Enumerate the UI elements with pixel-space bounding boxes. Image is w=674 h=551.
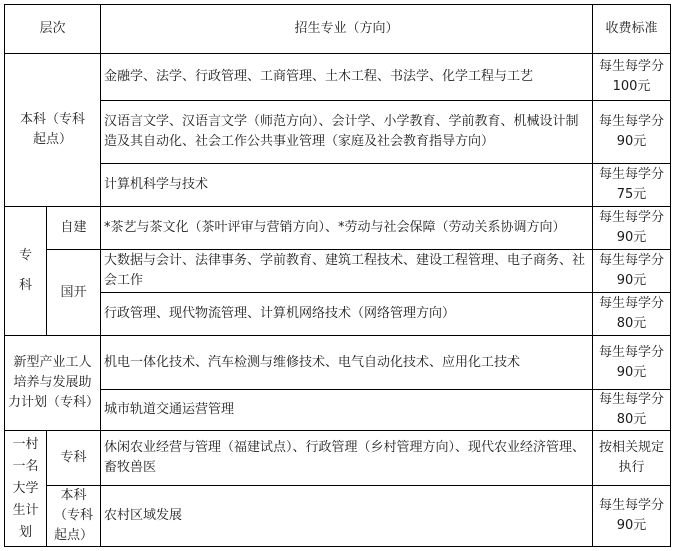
fee-cell: 每生每学分90元 [593, 207, 671, 250]
majors-cell: 农村区域发展 [101, 486, 593, 547]
fee-cell: 每生每学分75元 [593, 164, 671, 207]
fee-table [4, 4, 671, 547]
sub-cell: 国开 [47, 250, 101, 336]
header-level: 层次 [5, 5, 101, 54]
table-row [5, 207, 671, 250]
table-row [5, 431, 671, 486]
table-header-row [5, 5, 671, 54]
sub-cell: 自建 [47, 207, 101, 250]
table-row [5, 486, 671, 547]
group-label: 本科（专科起点） [20, 112, 86, 147]
table-row [5, 336, 671, 390]
fee-cell: 每生每学分90元 [593, 336, 671, 390]
majors-cell: *茶艺与茶文化（茶叶评审与营销方向）、*劳动与社会保障（劳动关系协调方向） [101, 207, 593, 250]
table-row [5, 390, 671, 431]
majors-cell: 计算机科学与技术 [101, 164, 593, 207]
majors-cell: 行政管理、现代物流管理、计算机网络技术（网络管理方向） [101, 293, 593, 336]
header-fee: 收费标准 [593, 5, 671, 54]
majors-cell: 汉语言文学、汉语言文学（师范方向）、会计学、小学教育、学前教育、机械设计制造及其自动化、社会工作公共事业管理（家庭及社会教育指导方向） [101, 101, 593, 164]
group-cell-undergrad [5, 54, 101, 207]
fee-cell: 每生每学分80元 [593, 293, 671, 336]
group-label: 专科 [18, 248, 32, 293]
fee-cell: 每生每学分80元 [593, 390, 671, 431]
fee-cell: 每生每学分100元 [593, 54, 671, 101]
sub-cell: 本科（专科起点） [47, 486, 101, 547]
majors-cell: 城市轨道交通运营管理 [101, 390, 593, 431]
majors-cell: 大数据与会计、法律事务、学前教育、建筑工程技术、建设工程管理、电子商务、社会工作 [101, 250, 593, 293]
fee-cell: 按相关规定执行 [593, 431, 671, 486]
fee-cell: 每生每学分90元 [593, 250, 671, 293]
table-row [5, 164, 671, 207]
header-majors: 招生专业（方向） [101, 5, 593, 54]
majors-cell: 休闲农业经营与管理（福建试点）、行政管理（乡村管理方向）、现代农业经济管理、畜牧兽医 [101, 431, 593, 486]
table-row [5, 293, 671, 336]
group-cell-associate [5, 207, 47, 336]
group-cell-industrial: 新型产业工人培养与发展助力计划（专科） [5, 336, 101, 431]
majors-cell: 金融学、法学、行政管理、工商管理、土木工程、书法学、化学工程与工艺 [101, 54, 593, 101]
majors-cell: 机电一体化技术、汽车检测与维修技术、电气自动化技术、应用化工技术 [101, 336, 593, 390]
group-cell-village: 一村一名大学生计划 [5, 431, 47, 547]
sub-cell: 专科 [47, 431, 101, 486]
table-row [5, 101, 671, 164]
table-row [5, 54, 671, 101]
fee-cell: 每生每学分90元 [593, 486, 671, 547]
table-row [5, 250, 671, 293]
fee-cell: 每生每学分90元 [593, 101, 671, 164]
